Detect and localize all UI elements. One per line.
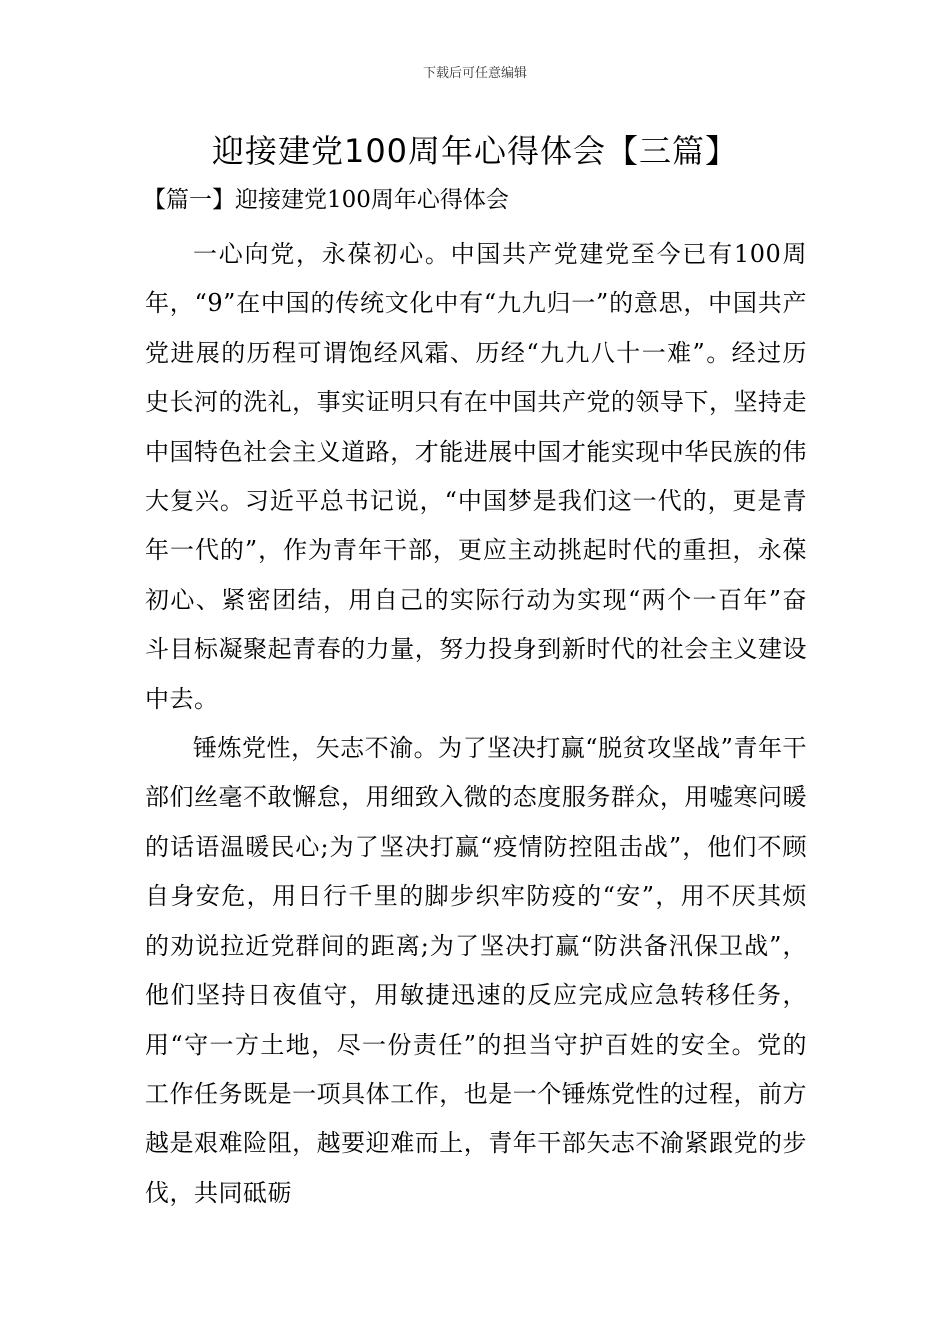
- document-body: [145, 230, 807, 1218]
- paragraph-2: 锤炼党性，矢志不渝。为了坚决打赢“脱贫攻坚战”青年干部们丝毫不敢懈怠，用细致入微的态度服务群众，用嘘寒问暖的话语温暖民心;为了坚决打赢“疫情防控阻击战”，他们不顾自身安危，用日行千里的脚步织牢防疫的“安”，用不厌其烦的劝说拉近党群间的距离;为了坚决打赢“防洪备汛保卫战”，他们坚持日夜值守，用敏捷迅速的反应完成应急转移任务，用“守一方土地，尽一份责任”的担当守护百姓的安全。党的工作任务既是一项具体工作，也是一个锤炼党性的过程，前方越是艰难险阻，越要迎难而上，青年干部矢志不渝紧跟党的步伐，共同砥砺: [145, 734, 807, 1207]
- section-heading: 【篇一】迎接建党100周年心得体会: [143, 187, 509, 213]
- header-note: 下载后可任意编辑: [422, 66, 527, 81]
- document-title: 迎接建党100周年心得体会【三篇】: [211, 132, 739, 170]
- paragraph-1: 一心向党，永葆初心。中国共产党建党至今已有100周年，“9”在中国的传统文化中有“九九归一”的意思，中国共产党进展的历程可谓饱经风霜、历经“九九八十一难”。经过历史长河的洗礼，事实证明只有在中国共产党的领导下，坚持走中国特色社会主义道路，才能进展中国才能实现中华民族的伟大复兴。习近平总书记说，“中国梦是我们这一代的，更是青年一代的”，作为青年干部，更应主动挑起时代的重担，永葆初心、紧密团结，用自己的实际行动为实现“两个一百年”奋斗目标凝聚起青春的力量，努力投身到新时代的社会主义建设中去。: [145, 240, 807, 713]
